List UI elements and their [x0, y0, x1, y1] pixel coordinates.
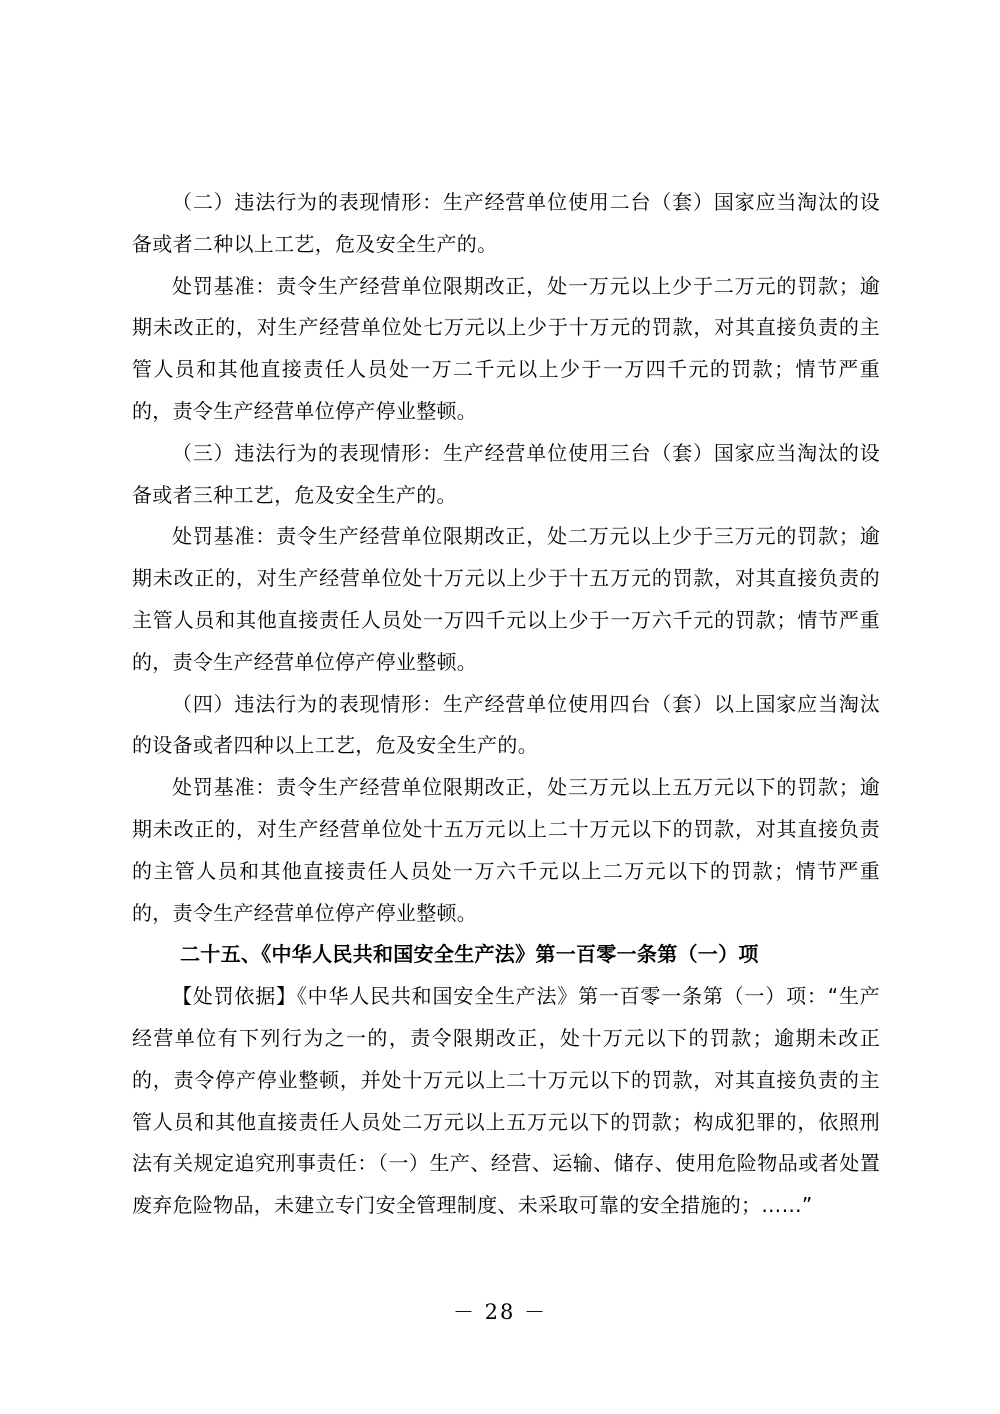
paragraph-violation-2: （二）违法行为的表现情形：生产经营单位使用二台（套）国家应当淘汰的设备或者二种以上工艺，危及安全生产的。 [132, 190, 880, 256]
paragraph-penalty-3: 处罚基准：责令生产经营单位限期改正，处二万元以上少于三万元的罚款；逾期未改正的，对生产经营单位处十万元以上少于十五万元的罚款，对其直接负责的主管人员和其他直接责任人员处一万四千元以上少于一万六千元的罚款；情节严重的，责令生产经营单位停产停业整顿。 [132, 524, 880, 674]
paragraph-legal-basis: 【处罚依据】《中华人民共和国安全生产法》第一百零一条第（一）项：“生产经营单位有下列行为之一的，责令限期改正，处十万元以下的罚款；逾期未改正的，责令停产停业整顿，并处十万元以上二十万元以下的罚款，对其直接负责的主管人员和其他直接责任人员处二万元以上五万元以下的罚款；构成犯罪的，依照刑法有关规定追究刑事责任：（一）生产、经营、运输、储存、使用危险物品或者处置废弃危险物品，未建立专门安全管理制度、未采取可靠的安全措施的；……” [132, 984, 880, 1218]
paragraph-violation-4: （四）违法行为的表现情形：生产经营单位使用四台（套）以上国家应当淘汰的设备或者四种以上工艺，危及安全生产的。 [132, 691, 880, 758]
document-body [132, 182, 880, 1227]
paragraph-penalty-2: 处罚基准：责令生产经营单位限期改正，处一万元以上少于二万元的罚款；逾期未改正的，对生产经营单位处七万元以上少于十万元的罚款，对其直接负责的主管人员和其他直接责任人员处一万二千元以上少于一万四千元的罚款；情节严重的，责令生产经营单位停产停业整顿。 [132, 273, 880, 423]
paragraph-penalty-4: 处罚基准：责令生产经营单位限期改正，处三万元以上五万元以下的罚款；逾期未改正的，对生产经营单位处十五万元以上二十万元以下的罚款，对其直接负责的主管人员和其他直接责任人员处一万六千元以上二万元以下的罚款；情节严重的，责令生产经营单位停产停业整顿。 [132, 775, 880, 925]
paragraph-violation-3: （三）违法行为的表现情形：生产经营单位使用三台（套）国家应当淘汰的设备或者三种工艺，危及安全生产的。 [132, 440, 880, 507]
section-heading: 二十五、《中华人民共和国安全生产法》第一百零一条第（一）项 [180, 942, 759, 967]
page-number: － 28 － [452, 1300, 548, 1324]
